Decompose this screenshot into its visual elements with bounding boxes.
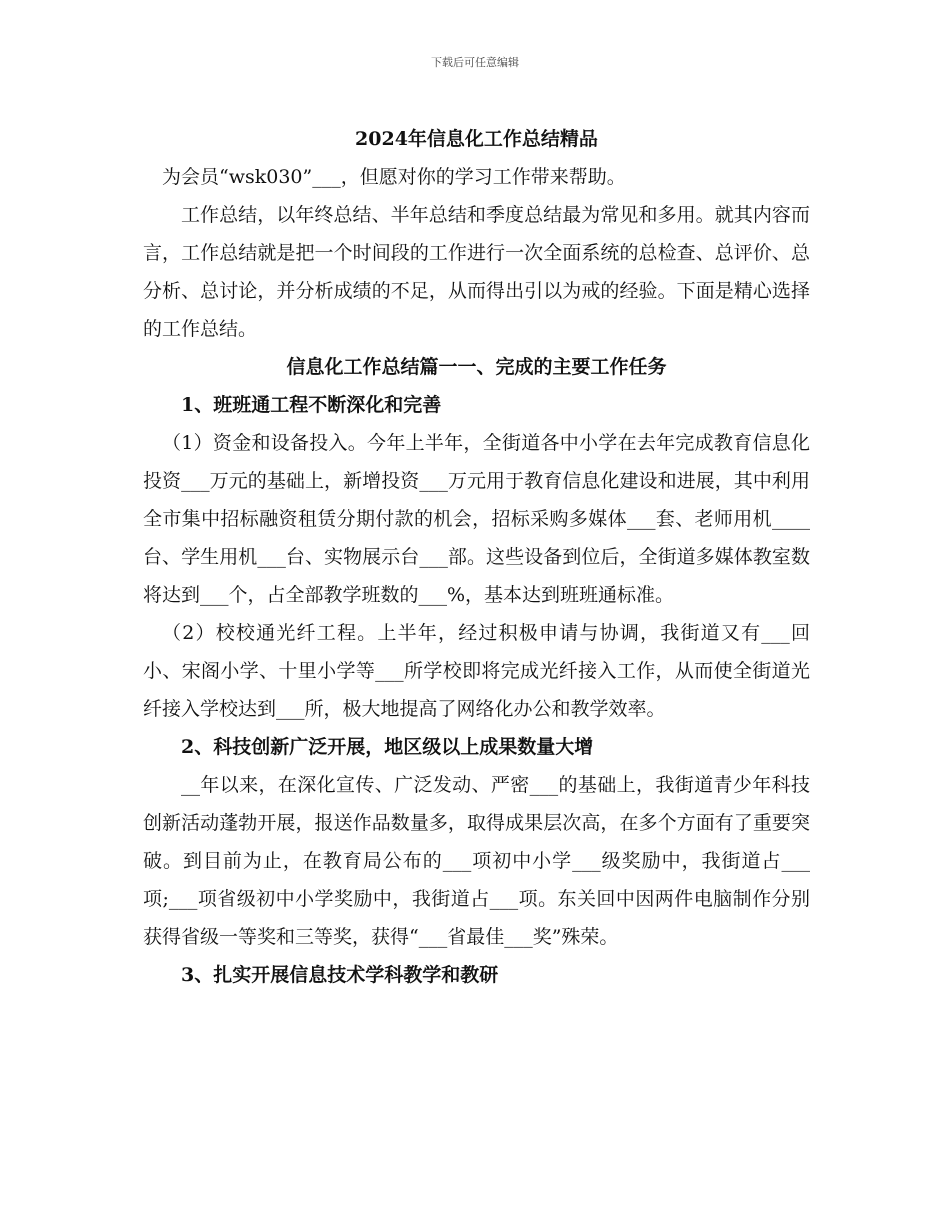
heading-1: 1、班班通工程不断深化和完善: [181, 394, 442, 416]
heading-2: 2、科技创新广泛开展，地区级以上成果数量大增: [181, 736, 594, 758]
paragraph: （2）校校通光纤工程。上半年，经过积极申请与协调，我街道又有___回小、宋阁小学、十里小学等___所学校即将完成光纤接入工作，从而使全街道光纤接入学校达到___所，极大地提高了网络化办公和教学效率。: [143, 622, 810, 720]
section-title: 信息化工作总结篇一一、完成的主要工作任务: [286, 356, 667, 378]
header-note: 下载后可任意编辑: [431, 56, 519, 69]
paragraph: 工作总结，以年终总结、半年总结和季度总结最为常见和多用。就其内容而言，工作总结就是把一个时间段的工作进行一次全面系统的总检查、总评价、总分析、总讨论，并分析成绩的不足，从而得出引以为戒的经验。下面是精心选择的工作总结。: [143, 204, 810, 340]
paragraph: （1）资金和设备投入。今年上半年，全街道各中小学在去年完成教育信息化投资___万元的基础上，新增投资___万元用于教育信息化建设和进展，其中利用全市集中招标融资租赁分期付款的机会，招标采购多媒体___套、老师用机____台、学生用机___台、实物展示台___部。这些设备到位后，全街道多媒体教室数将达到___个，占全部教学班数的___%，基本达到班班通标准。: [143, 432, 810, 606]
intro-paragraph: 为会员“wsk030”___，但愿对你的学习工作带来帮助。: [162, 166, 626, 188]
heading-3: 3、扎实开展信息技术学科教学和教研: [181, 964, 499, 986]
document-body: [143, 120, 810, 994]
paragraph: __年以来，在深化宣传、广泛发动、严密___的基础上，我街道青少年科技创新活动蓬勃开展，报送作品数量多，取得成果层次高，在多个方面有了重要突破。到目前为止，在教育局公布的___项初中小学___级奖励中，我街道占___项;___项省级初中小学奖励中，我街道占___项。东关回中因两件电脑制作分别获得省级一等奖和三等奖，获得“___省最佳___奖”殊荣。: [143, 774, 810, 948]
document-title: 2024年信息化工作总结精品: [355, 128, 598, 150]
